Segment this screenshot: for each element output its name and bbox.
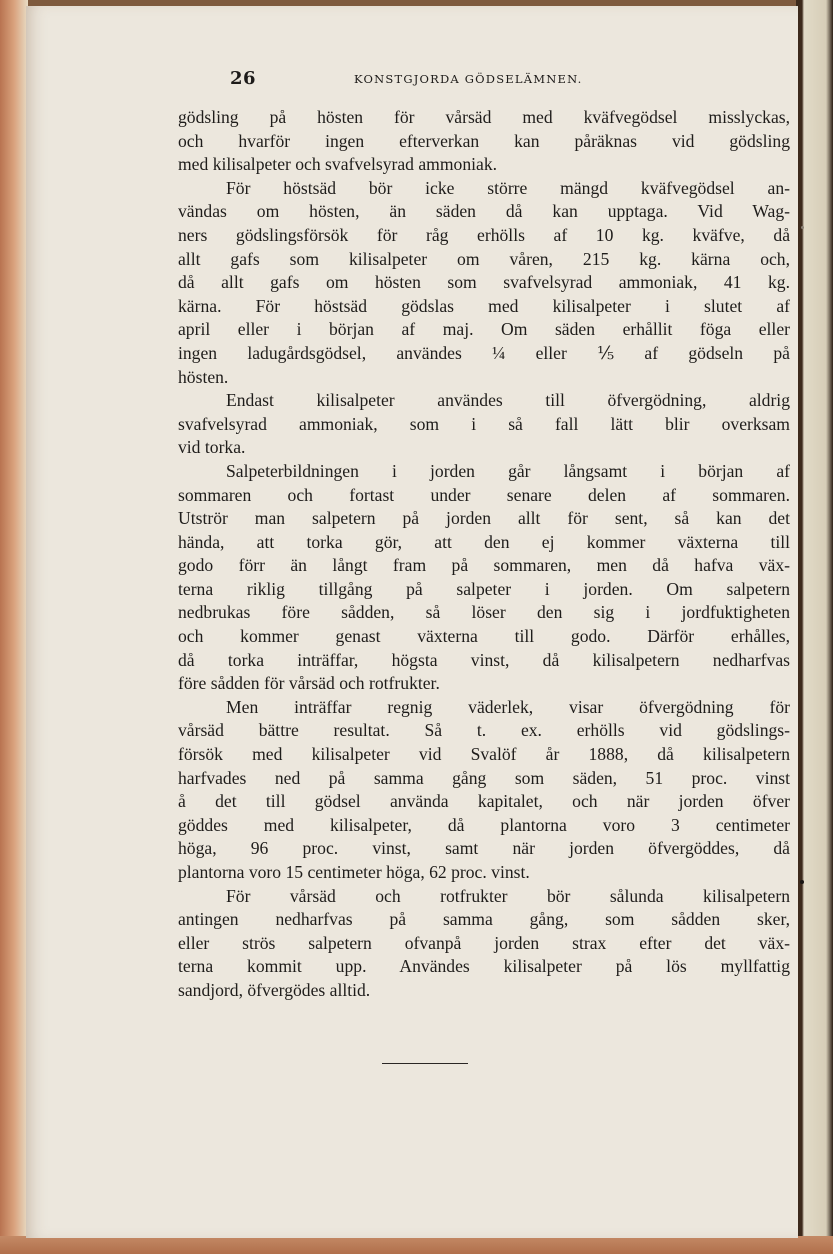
book-bottom-edge (0, 1236, 833, 1254)
text-line: För höstsäd bör icke större mängd kväfvegödsel an- (226, 177, 790, 198)
text-line: Salpeterbildningen i jorden går långsamt i början af (226, 460, 790, 481)
text-line: antingen nedharfvas på samma gång, som sådden sker, (178, 909, 790, 930)
text-line: med kilisalpeter och svafvelsyrad ammoniak. (178, 154, 498, 175)
text-line: april eller i början af maj. Om säden erhållit föga eller (178, 319, 790, 340)
text-line: vid torka. (178, 437, 246, 458)
book-page (26, 6, 798, 1238)
page-number: 26 (230, 68, 257, 89)
running-head: KONSTGJORDA GÖDSELÄMNEN. (354, 72, 583, 86)
text-line: plantorna voro 15 centimeter höga, 62 proc. vinst. (178, 862, 530, 882)
text-line: terna kommit upp. Användes kilisalpeter på lös myllfattig (178, 956, 790, 977)
text-line: För vårsäd och rotfrukter bör sålunda kilisalpetern (226, 885, 790, 906)
book-left-edge (0, 0, 28, 1254)
text-line: försök med kilisalpeter vid Svalöf år 1888, då kilisalpetern (178, 744, 790, 765)
text-line: då allt gafs om hösten som svafvelsyrad ammoniak, 41 kg. (178, 272, 790, 293)
text-line: vändas om hösten, än säden då kan upptaga. Vid Wag- (178, 201, 790, 222)
text-line: göddes med kilisalpeter, då plantorna voro 3 centimeter (178, 814, 790, 835)
text-line: å det till gödsel använda kapitalet, och när jorden öfver (178, 791, 790, 812)
text-line: Utströr man salpetern på jorden allt för sent, så kan det (178, 508, 790, 529)
book-right-edge (796, 0, 833, 1254)
text-line: sandjord, öfvergödes alltid. (178, 979, 371, 1000)
text-line: godo förr än långt fram på sommaren, men då hafva väx- (178, 555, 790, 576)
body-text (178, 106, 790, 1003)
text-line: nedbrukas före sådden, så löser den sig i jordfuktigheten (178, 602, 790, 623)
text-line: allt gafs som kilisalpeter om våren, 215 kg. kärna och, (178, 248, 790, 269)
text-line: terna riklig tillgång på salpeter i jorden. Om salpetern (178, 578, 790, 599)
margin-dot (800, 880, 804, 884)
text-line: svafvelsyrad ammoniak, som i så fall lätt blir overksam (178, 413, 790, 434)
text-line: eller strös salpetern ofvanpå jorden strax efter det väx- (178, 932, 790, 953)
text-line: före sådden för vårsäd och rotfrukter. (178, 673, 440, 694)
text-line: gödsling på hösten för vårsäd med kväfvegödsel misslyckas, (178, 107, 790, 127)
text-line: hända, att torka gör, att den ej kommer växterna till (178, 531, 790, 552)
text-line: då torka inträffar, högsta vinst, då kilisalpetern nedharfvas (178, 649, 790, 670)
text-line: kärna. För höstsäd gödslas med kilisalpeter i slutet af (178, 295, 790, 316)
text-line: vårsäd bättre resultat. Så t. ex. erhölls vid gödslings- (178, 720, 790, 741)
end-rule (382, 1063, 468, 1064)
text-line: harfvades ned på samma gång som säden, 51 proc. vinst (178, 767, 790, 788)
text-line: och hvarför ingen efterverkan kan påräknas vid gödsling (178, 130, 790, 151)
text-line: ners gödslingsförsök för råg erhölls af 10 kg. kväfve, då (178, 224, 790, 245)
text-line: och kommer genast växterna till godo. Därför erhålles, (178, 626, 790, 647)
text-line: sommaren och fortast under senare delen af sommaren. (178, 484, 790, 505)
text-line: Men inträffar regnig väderlek, visar öfvergödning för (226, 696, 790, 717)
text-line: Endast kilisalpeter användes till öfvergödning, aldrig (226, 390, 790, 411)
margin-speck (801, 226, 804, 229)
text-line: ingen ladugårdsgödsel, användes ¼ eller ⅕ af gödseln på (178, 342, 790, 363)
page-header (230, 68, 640, 92)
text-line: höga, 96 proc. vinst, samt när jorden öfvergöddes, då (178, 838, 790, 859)
text-line: hösten. (178, 366, 229, 387)
